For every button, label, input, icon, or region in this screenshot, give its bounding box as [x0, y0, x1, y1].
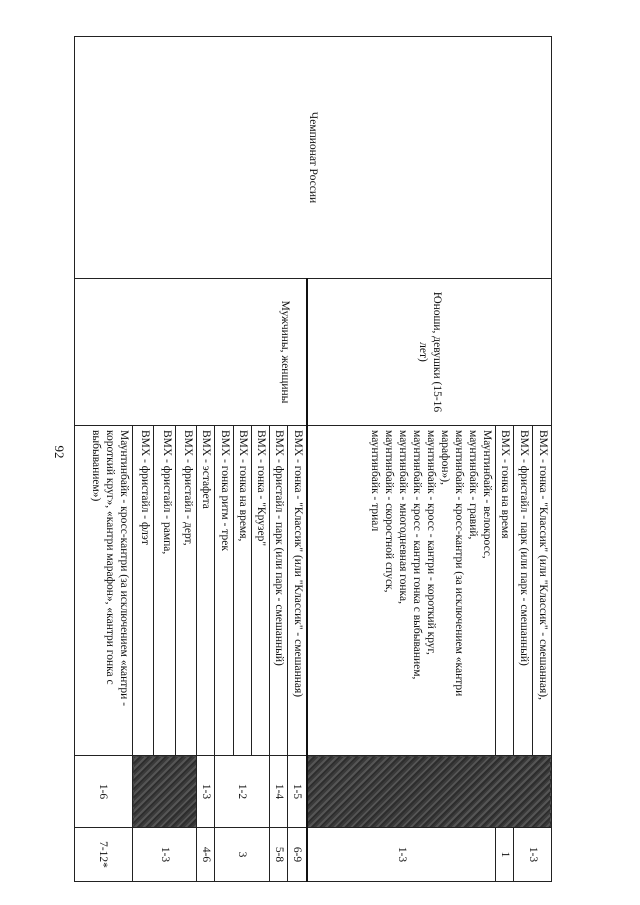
competition-table — [74, 36, 552, 882]
discipline-cell — [532, 426, 551, 756]
discipline-cell — [514, 426, 532, 756]
age-group-cell: Мужчины, женщины — [75, 279, 308, 426]
discipline-cell — [175, 426, 196, 756]
age-group-cell: Юноши, девушки (15-16 лет) — [307, 279, 551, 426]
discipline-line: ВМХ - фристайл - парк (или парк - смешанный) — [273, 430, 286, 666]
places-cell: 1-3 — [197, 756, 215, 828]
discipline-cell — [307, 426, 496, 756]
discipline-cell — [197, 426, 215, 756]
discipline-line: ВМХ - гонка ритм - трек — [218, 430, 231, 551]
discipline-line: маунтинбайк - кросс - кантри гонка с выбыванием, — [411, 430, 424, 680]
result-cell: 1 — [496, 828, 514, 882]
competition-cell: Чемпионат России — [75, 37, 552, 279]
page-number: 92 — [52, 445, 67, 459]
result-cell: 4-6 — [197, 828, 215, 882]
discipline-line: ВМХ - гонка - "Классик" (или "Классик" - смешанная), — [537, 430, 549, 700]
discipline-line: маунтинбайк - скоростной спуск, — [383, 430, 396, 593]
result-cell: 1-3 — [307, 828, 496, 882]
result-cell: 6-9 — [288, 828, 307, 882]
table-row — [532, 37, 551, 882]
discipline-line: ВМХ - гонка - "Классик" (или "Классик" - смешанная) — [292, 430, 305, 698]
discipline-cell — [154, 426, 175, 756]
discipline-cell — [132, 426, 153, 756]
table-sheet — [74, 36, 552, 881]
places-cell: 1-2 — [215, 756, 270, 828]
discipline-line: маунтинбайк - триал — [369, 430, 382, 532]
discipline-line: маунтинбайк - многодневная гонка, — [397, 430, 410, 604]
places-cell: 1-5 — [288, 756, 307, 828]
discipline-line: маунтинбайк - гравий, — [467, 430, 480, 540]
shaded-cell — [307, 756, 551, 828]
result-cell: 5-8 — [270, 828, 288, 882]
discipline-cell — [496, 426, 514, 756]
discipline-line: ВМХ - фристайл - парк (или парк - смешанный) — [517, 430, 530, 666]
discipline-cell — [75, 426, 133, 756]
result-cell: 1-3 — [132, 828, 196, 882]
discipline-line: маунтинбайк - кросс-кантри (за исключением «кантри марафон»), — [439, 430, 466, 697]
places-cell: 1-6 — [75, 756, 133, 828]
result-cell: 1-3 — [514, 828, 552, 882]
discipline-line: ВМХ - гонка на время, — [236, 430, 249, 542]
places-cell: 1-4 — [270, 756, 288, 828]
discipline-line: маунтинбайк - кросс - кантри - короткий круг, — [425, 430, 438, 655]
discipline-cell — [251, 426, 269, 756]
discipline-cell — [233, 426, 251, 756]
discipline-line: ВМХ - фристайл - дерт, — [182, 430, 195, 546]
discipline-cell — [270, 426, 288, 756]
shaded-cell — [132, 756, 196, 828]
result-cell: 7-12* — [75, 828, 133, 882]
discipline-line: ВМХ - фристайл - флэт — [139, 430, 152, 545]
discipline-line: Маунтинбайк - велокросс, — [481, 430, 494, 559]
discipline-line: ВМХ - гонка на время — [499, 430, 512, 539]
result-cell: 3 — [215, 828, 270, 882]
discipline-line: Маунтинбайк - кросс-кантри (за исключением «кантри - короткий круг», «кантри марафон», «кантри гонка с выбыванием») — [89, 430, 130, 707]
discipline-line: ВМХ - гонка - "Крузер" — [255, 430, 268, 547]
discipline-line: ВМХ - эстафета — [200, 430, 213, 509]
discipline-line: ВМХ - фристайл - рампа, — [160, 430, 173, 555]
discipline-cell — [215, 426, 233, 756]
discipline-cell — [288, 426, 307, 756]
